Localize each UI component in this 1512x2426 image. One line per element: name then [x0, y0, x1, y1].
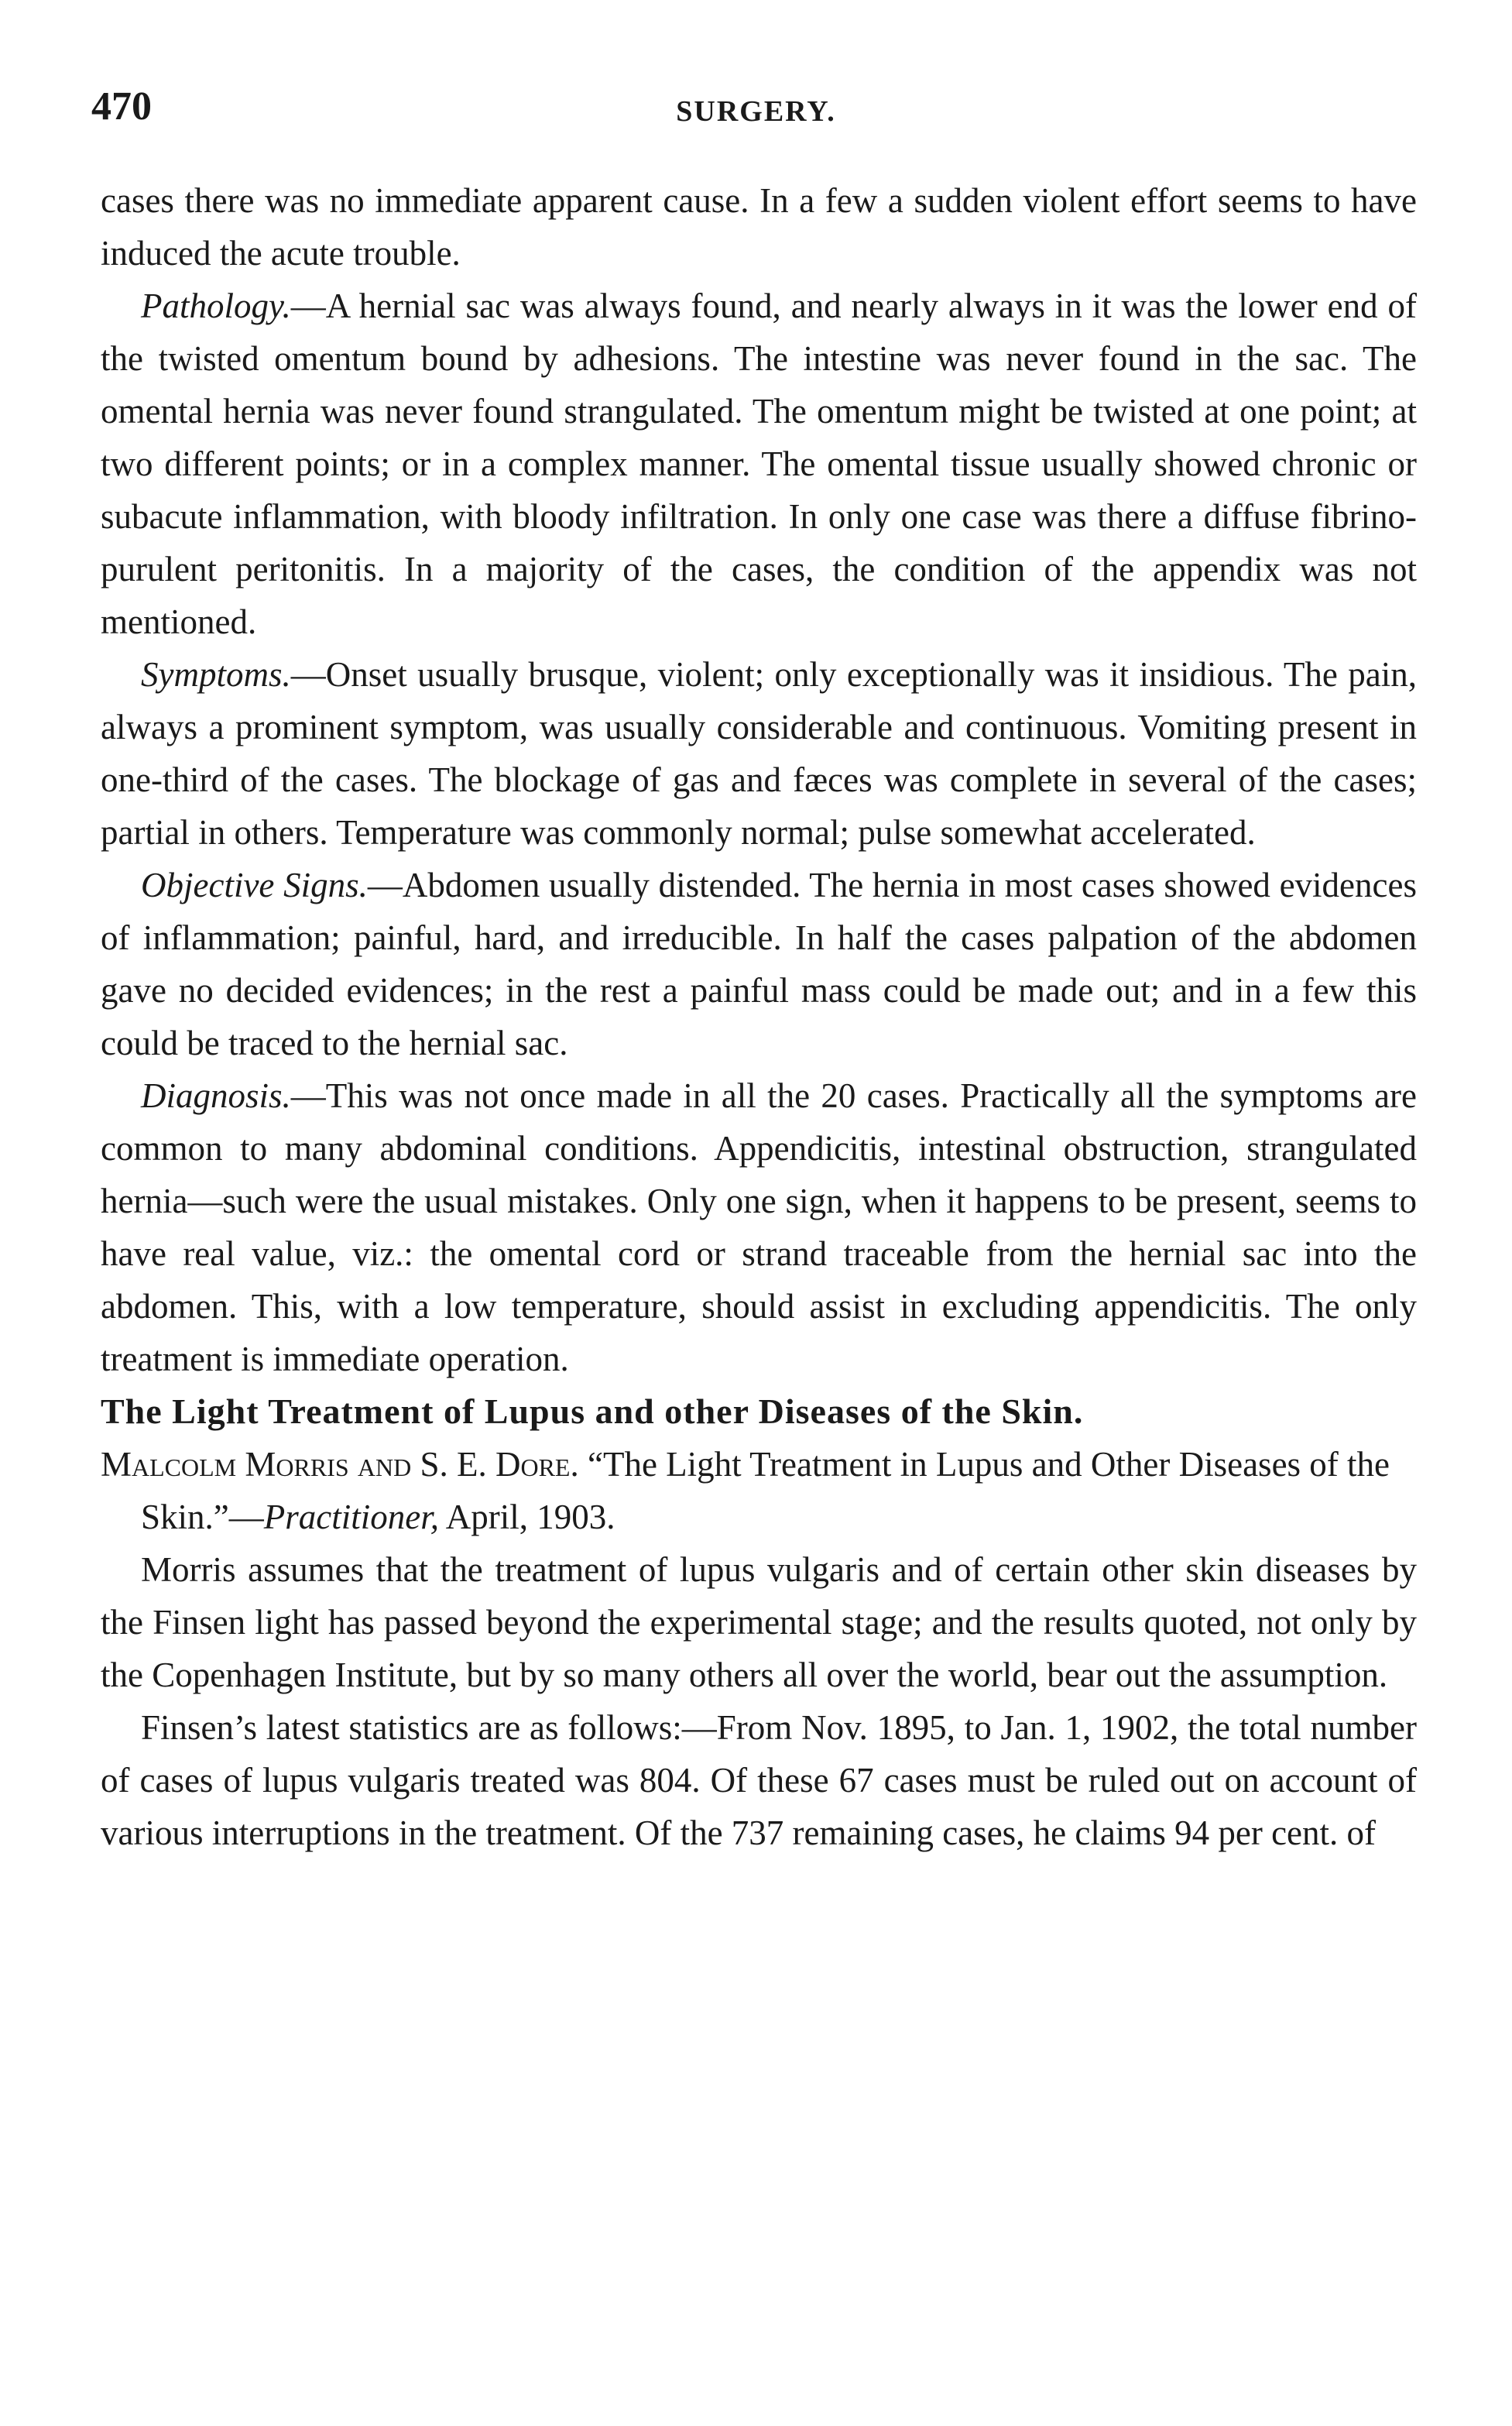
- paragraph-symptoms: [101, 648, 1417, 859]
- page-header: [91, 84, 1421, 130]
- paragraph-pathology: [101, 280, 1417, 648]
- symptoms-heading: Symptoms.: [141, 655, 291, 694]
- diagnosis-text: —This was not once made in all the 20 cases. Practically all the symptoms are common to many abdominal conditions. Appendicitis, intestinal obstruction, strangulated hernia—such were the usual mistakes. Only one sign, when it happens to be present, seems to have real value, viz.: the omental cord or strand traceable from the hernial sac into the abdomen. This, with a low temperature, should assist in excluding appendicitis. The only treatment is immediate operation.: [101, 1076, 1417, 1378]
- diagnosis-heading: Diagnosis.: [141, 1076, 291, 1115]
- paragraph-diagnosis: [101, 1069, 1417, 1385]
- pathology-text: —A hernial sac was always found, and nearly always in it was the lower end of the twisted omentum bound by adhesions. The intestine was never found in the sac. The omental hernia was never found strangulated. The omentum might be twisted at one point; at two different points; or in a complex manner. The omental tissue usually showed chronic or subacute inflammation, with bloody infiltration. In only one case was there a diffuse fibrino-purulent peritonitis. In a majority of the cases, the condition of the appendix was not mentioned.: [101, 287, 1417, 641]
- pathology-heading: Pathology.: [141, 287, 291, 325]
- paragraph-continuation: cases there was no immediate apparent cause. In a few a sudden violent effort seems to have induced the acute trouble.: [101, 181, 1417, 273]
- citation: [101, 1438, 1417, 1543]
- citation-journal: Practitioner,: [263, 1498, 439, 1536]
- citation-date: April, 1903.: [439, 1498, 615, 1536]
- objective-signs-heading: Objective Signs.: [141, 866, 368, 904]
- paragraph-morris: Morris assumes that the treatment of lupus vulgaris and of certain other skin diseases by the Finsen light has passed beyond the experimental stage; and the results quoted, not only by the Copenhagen Institute, but by so many others all over the world, bear out the assumption.: [101, 1550, 1417, 1694]
- paragraph-finsen: Finsen’s latest statistics are as follows:—From Nov. 1895, to Jan. 1, 1902, the total number of cases of lupus vulgaris treated was 804. Of these 67 cases must be ruled out on account of various interruptions in the treatment. Of the 737 remaining cases, he claims 94 per cent. of: [101, 1708, 1417, 1852]
- paragraph-objective-signs: [101, 859, 1417, 1069]
- page-number: 470: [91, 84, 152, 129]
- symptoms-text: —Onset usually brusque, violent; only exceptionally was it insidious. The pain, always a prominent symptom, was usually considerable and continuous. Vomiting present in one-third of the cases. The blockage of gas and fæces was complete in several of the cases; partial in others. Temperature was commonly normal; pulse somewhat accelerated.: [101, 655, 1417, 852]
- running-head: SURGERY.: [676, 95, 836, 128]
- page-body: [101, 174, 1417, 1859]
- citation-authors: Malcolm Morris and S. E. Dore.: [101, 1445, 579, 1484]
- objective-signs-text: —Abdomen usually distended. The hernia in most cases showed evidences of inflammation; painful, hard, and irreducible. In half the cases palpation of the abdomen gave no decided evidences; in the rest a painful mass could be made out; and in a few this could be traced to the hernial sac.: [101, 866, 1417, 1062]
- citation-title: “The Light Treatment in Lupus and Other Diseases of the Skin.”—: [141, 1445, 1390, 1536]
- section-title: The Light Treatment of Lupus and other Diseases of the Skin.: [101, 1391, 1084, 1431]
